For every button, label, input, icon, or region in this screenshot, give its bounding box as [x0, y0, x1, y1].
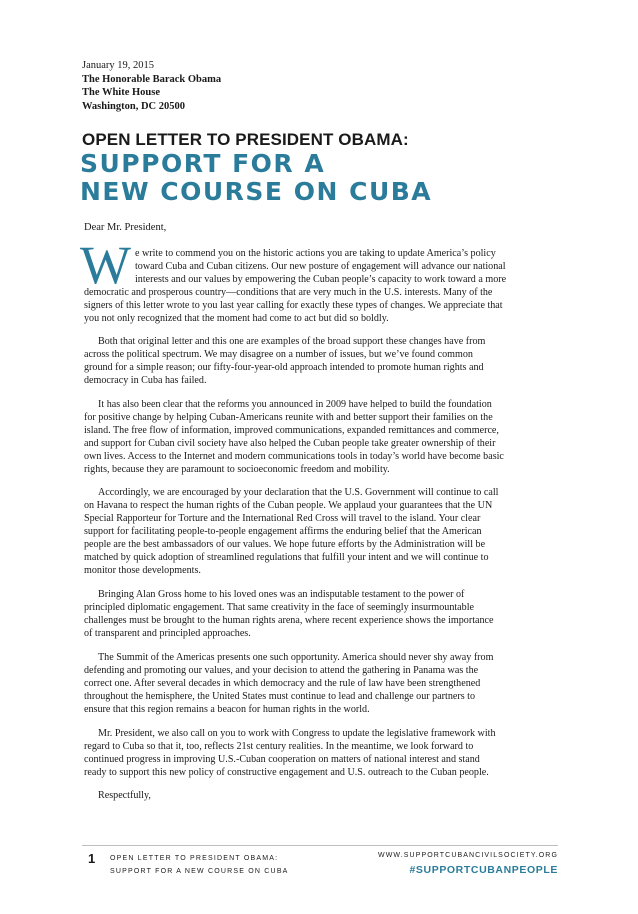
body-line: challenges must be brought to the human rights arena, where recent experience shows the importance	[84, 615, 494, 626]
body-line: you not only recognized that the moment had come to act but did so boldly.	[84, 313, 389, 324]
headline	[80, 150, 432, 206]
body-line: monitor those developments.	[84, 565, 201, 576]
body-line: people are the best ambassadors of our values. We hope future efforts by the Administration will be	[84, 539, 486, 550]
body-line: principled diplomatic engagement. That same creativity in the face of seemingly insurmountable	[84, 602, 474, 613]
body-line: democracy in Cuba has failed.	[84, 375, 207, 386]
body-line: own lives. Access to the Internet and modern communications tools in today’s world have become basic	[84, 451, 504, 462]
footer-doc-title-line-2: SUPPORT FOR A NEW COURSE ON CUBA	[110, 868, 289, 875]
body-line: toward Cuba and Cuban citizens. Our new posture of engagement will advance our national	[135, 261, 506, 272]
footer-doc-title-line-1: OPEN LETTER TO PRESIDENT OBAMA:	[110, 855, 279, 862]
body-line: Mr. President, we also call on you to work with Congress to update the legislative framework with	[98, 728, 496, 739]
body-line: It has also been clear that the reforms you announced in 2009 have helped to build the foundation	[98, 399, 492, 410]
body-line: ready to support this new policy of constructive engagement and U.S. outreach to the Cuban people.	[84, 767, 489, 778]
letter-date: January 19, 2015	[82, 60, 155, 71]
body-line: ensure that this region remains a beacon for human rights in the world.	[84, 704, 370, 715]
closing: Respectfully,	[98, 790, 151, 801]
body-line: democratic and prosperous country—conditions that are very much in the U.S. interests. Many of the	[84, 287, 493, 298]
footer-divider	[82, 845, 558, 846]
body-line: and support for Cuban civil society have also helped the Cuban people take greater ownership of their	[84, 438, 496, 449]
title-kicker: OPEN LETTER TO PRESIDENT OBAMA:	[82, 130, 409, 149]
recipient-name: The Honorable Barack Obama	[82, 73, 222, 85]
body-line: signers of this letter wrote to you last year calling for exactly these types of changes. We appreciate that	[84, 300, 503, 311]
body-line: throughout the hemisphere, the United States must continue to lead and challenge our partners to	[84, 691, 476, 702]
body-line: regard to Cuba so that it, too, reflects 21st century realities. In the meantime, we look forward to	[84, 741, 474, 752]
headline-line-2: NEW COURSE ON CUBA	[80, 177, 433, 206]
body-line: across the political spectrum. We may disagree on a number of issues, but we’ve found common	[84, 349, 473, 360]
body-line: Accordingly, we are encouraged by your declaration that the U.S. Government will continue to call	[98, 487, 499, 498]
recipient-org: The White House	[82, 87, 160, 98]
body-line: Both that original letter and this one are examples of the broad support these changes have from	[98, 336, 486, 347]
recipient-address: Washington, DC 20500	[82, 100, 185, 112]
body-line: matched by quick adoption of streamlined regulations that fulfill your intent and we will continue to	[84, 552, 489, 563]
letter-header	[82, 59, 221, 113]
headline-line-1: SUPPORT FOR A	[80, 149, 326, 178]
body-line: for positive change by helping Cuban-Americans reunite with and better support their families on the	[84, 412, 493, 423]
footer-hashtag: #SUPPORTCUBANPEOPLE	[409, 864, 558, 876]
body-line: interests and our values by empowering the Cuban people’s capacity to work toward a more	[135, 274, 507, 285]
body-line: continued progress in improving U.S.-Cuban cooperation on matters of national interest and stand	[84, 754, 480, 765]
footer-doc-title	[110, 852, 289, 878]
body-line: on Havana to respect the human rights of the Cuban people. We applaud your guarantees that the UN	[84, 500, 493, 511]
body-line: Bringing Alan Gross home to his loved ones was an indisputable testament to the power of	[98, 589, 465, 600]
body-line: ground for a simple reason; our fifty-four-year-old approach intended to promote human rights and	[84, 362, 484, 373]
body-line: island. The free flow of information, improved communications, expanded remittances and commerce,	[84, 425, 499, 436]
footer-url-link[interactable]: WWW.SUPPORTCUBANCIVILSOCIETY.ORG	[377, 852, 558, 859]
salutation: Dear Mr. President,	[84, 222, 167, 233]
body-line: support for facilitating people-to-people engagement affirms the enduring belief that the American	[84, 526, 482, 537]
body-line: e write to commend you on the historic actions you are taking to update America’s policy	[135, 248, 496, 259]
page-number: 1	[88, 851, 96, 866]
body-line: of transparent and principled approaches.	[84, 628, 251, 639]
body-line: The Summit of the Americas presents one such opportunity. America should never shy away from	[98, 652, 494, 663]
drop-cap: W	[80, 235, 131, 295]
body-line: rights, because they are paramount to socioeconomic freedom and mobility.	[84, 464, 390, 475]
body-line: Special Rapporteur for Torture and the International Red Cross will travel to the island. Your clear	[84, 513, 481, 524]
body-line: correct one. After several decades in which democracy and the rule of law have been strengthened	[84, 678, 481, 689]
body-line: defending and promoting our values, and your decision to attend the gathering in Panama was the	[84, 665, 479, 676]
